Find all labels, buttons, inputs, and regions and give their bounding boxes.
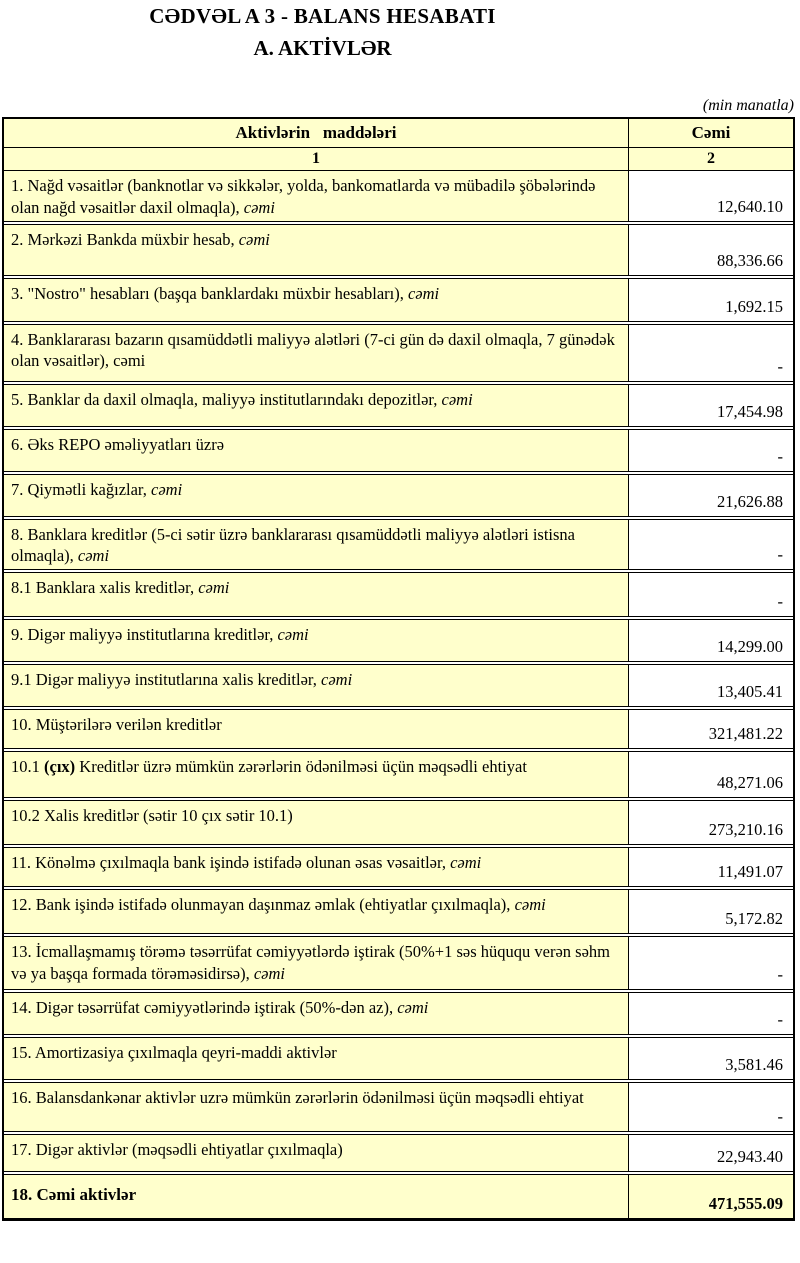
row-value: 88,336.66 <box>628 225 793 275</box>
row-value: - <box>628 325 793 381</box>
row-label: 10. Müştərilərə verilən kreditlər <box>4 710 628 748</box>
row-label: 14. Digər təsərrüfat cəmiyyətlərində iştirak (50%-dən az), cəmi <box>4 993 628 1034</box>
row-value: 273,210.16 <box>628 801 793 844</box>
table-row <box>4 751 793 798</box>
row-label: 5. Banklar da daxil olmaqla, maliyyə institutlarındakı depozitlər, cəmi <box>4 385 628 426</box>
page-title: CƏDVƏL A 3 - BALANS HESABATI <box>149 4 496 28</box>
row-value: - <box>628 993 793 1034</box>
row-value: 21,626.88 <box>628 475 793 516</box>
row-label: 2. Mərkəzi Bankda müxbir hesab, cəmi <box>4 225 628 275</box>
row-value: 321,481.22 <box>628 710 793 748</box>
row-label: 15. Amortizasiya çıxılmaqla qeyri-maddi aktivlər <box>4 1038 628 1079</box>
row-label: 6. Əks REPO əməliyyatları üzrə <box>4 430 628 471</box>
row-label: 18. Cəmi aktivlər <box>4 1175 628 1218</box>
row-value: 1,692.15 <box>628 279 793 321</box>
table-row <box>4 572 793 617</box>
row-label: 9.1 Digər maliyyə institutlarına xalis kreditlər, cəmi <box>4 665 628 706</box>
row-value: 48,271.06 <box>628 752 793 797</box>
table-row <box>4 619 793 662</box>
table-row <box>4 384 793 427</box>
col-items-number: 1 <box>4 148 628 170</box>
row-label: 9. Digər maliyyə institutlarına kreditlər, cəmi <box>4 620 628 661</box>
row-label: 11. Könəlmə çıxılmaqla bank işində istifadə olunan əsas vəsaitlər, cəmi <box>4 848 628 886</box>
row-value: 14,299.00 <box>628 620 793 661</box>
row-label: 17. Digər aktivlər (məqsədli ehtiyatlar çıxılmaqla) <box>4 1135 628 1171</box>
row-label: 13. İcmallaşmamış törəmə təsərrüfat cəmiyyətlərdə iştirak (50%+1 səs hüququ verən səhm və ya başqa formada törəməsidirsə), cəmi <box>4 937 628 989</box>
table-row <box>4 519 793 571</box>
table-row <box>4 324 793 382</box>
row-value: 11,491.07 <box>628 848 793 886</box>
row-label: 8.1 Banklara xalis kreditlər, cəmi <box>4 573 628 616</box>
row-value: 3,581.46 <box>628 1038 793 1079</box>
table-header-row <box>4 119 793 148</box>
row-label: 10.1 (çıx) Kreditlər üzrə mümkün zərərlərin ödənilməsi üçün məqsədli ehtiyat <box>4 752 628 797</box>
table-row <box>4 1174 793 1219</box>
table-row <box>4 992 793 1035</box>
table-row <box>4 1134 793 1172</box>
table-row <box>4 429 793 472</box>
table-row <box>4 889 793 934</box>
table-row <box>4 474 793 517</box>
report-title-block <box>0 0 645 61</box>
table-row <box>4 224 793 276</box>
row-value: - <box>628 937 793 989</box>
row-label: 4. Banklararası bazarın qısamüddətli maliyyə alətləri (7-ci gün də daxil olmaqla, 7 günədək olan vəsaitlər), cəmi <box>4 325 628 381</box>
row-value: 17,454.98 <box>628 385 793 426</box>
table-body <box>4 171 793 1219</box>
row-value: 5,172.82 <box>628 890 793 933</box>
assets-table <box>2 117 795 1221</box>
table-row <box>4 709 793 749</box>
table-row <box>4 847 793 887</box>
row-value: - <box>628 573 793 616</box>
unit-note: (min manatla) <box>702 97 794 114</box>
row-label: 1. Nağd vəsaitlər (banknotlar və sikkələr, yolda, bankomatlarda və mübadilə şöbələrində olan nağd vəsaitlər daxil olmaqla), cəmi <box>4 171 628 221</box>
row-label: 16. Balansdankənar aktivlər uzrə mümkün zərərlərin ödənilməsi üçün məqsədli ehtiyat <box>4 1083 628 1131</box>
page-subtitle: A. AKTİVLƏR <box>253 36 392 60</box>
col-items-header: Aktivlərin maddələri <box>4 119 628 147</box>
row-label: 8. Banklara kreditlər (5-ci sətir üzrə banklararası qısamüddətli maliyyə alətləri istisna olmaqla), cəmi <box>4 520 628 570</box>
row-label: 12. Bank işində istifadə olunmayan daşınmaz əmlak (ehtiyatlar çıxılmaqla), cəmi <box>4 890 628 933</box>
col-total-number: 2 <box>628 148 793 170</box>
row-value: - <box>628 1083 793 1131</box>
table-row <box>4 800 793 845</box>
row-value: 471,555.09 <box>628 1175 793 1218</box>
table-row <box>4 278 793 322</box>
row-value: 12,640.10 <box>628 171 793 221</box>
row-value: - <box>628 520 793 570</box>
row-label: 10.2 Xalis kreditlər (sətir 10 çıx sətir 10.1) <box>4 801 628 844</box>
table-row <box>4 664 793 707</box>
table-row <box>4 936 793 990</box>
table-row <box>4 1082 793 1132</box>
row-value: - <box>628 430 793 471</box>
row-value: 22,943.40 <box>628 1135 793 1171</box>
col-total-header: Cəmi <box>628 119 793 147</box>
table-row <box>4 171 793 222</box>
row-label: 7. Qiymətli kağızlar, cəmi <box>4 475 628 516</box>
table-column-number-row <box>4 148 793 171</box>
row-label: 3. "Nostro" hesabları (başqa banklardakı müxbir hesabları), cəmi <box>4 279 628 321</box>
row-value: 13,405.41 <box>628 665 793 706</box>
table-row <box>4 1037 793 1080</box>
